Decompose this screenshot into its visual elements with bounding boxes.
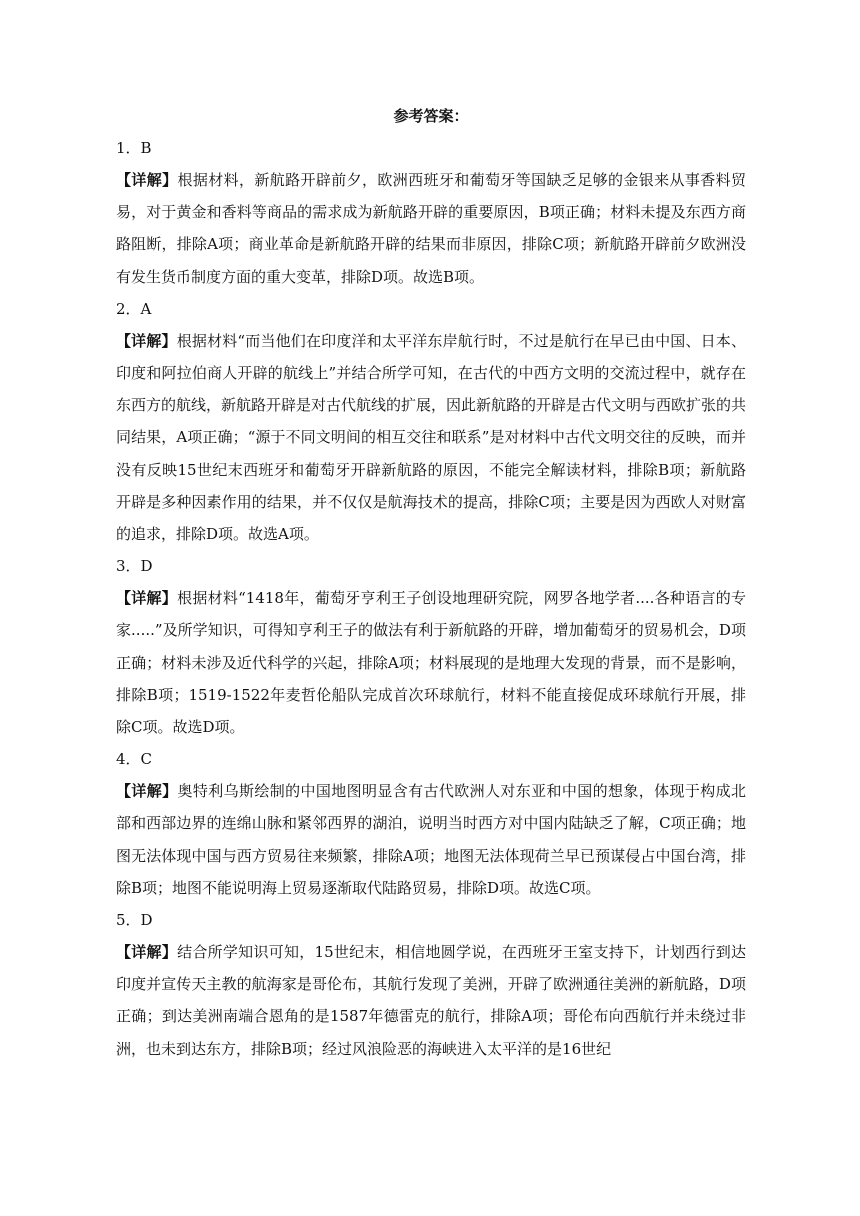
answer-number-4: 4．C xyxy=(116,750,153,769)
detail-tag: 【详解】 xyxy=(116,589,178,608)
page-title: 参考答案： xyxy=(393,107,469,125)
detail-tag: 【详解】 xyxy=(116,331,177,350)
detail-text: 奥特利乌斯绘制的中国地图明显含有古代欧洲人对东亚和中国的想象，体现于构成北部和西部边界的连绵山脉和紧邻西界的湖泊，说明当时西方对中国内陆缺乏了解，C项正确；地图无法体现中国与西方贸易往来频繁，排除A项；地图无法体现荷兰早已预谋侵占中国台湾，排除B项；地图不能说明海上贸易逐渐取代陆路贸易，排除D项。故选C项。 xyxy=(116,782,746,897)
detail-tag: 【详解】 xyxy=(116,171,178,189)
answer-page xyxy=(116,100,746,1065)
detail-text: 根据材料，新航路开辟前夕，欧洲西班牙和葡萄牙等国缺乏足够的金银来从事香料贸易，对于黄金和香料等商品的需求成为新航路开辟的重要原因，B项正确；材料未提及东西方商路阻断，排除A项；商业革命是新航路开辟的结果而非原因，排除C项；新航路开辟前夕欧洲没有发生货币制度方面的重大变革，排除D项。故选B项。 xyxy=(116,171,746,286)
answer-detail-2 xyxy=(116,325,746,550)
answer-number-2: 2．A xyxy=(116,299,152,318)
answer-detail-1 xyxy=(116,164,746,293)
detail-text: 根据材料“1418年，葡萄牙亨利王子创设地理研究院，网罗各地学者....各种语言的专家.....”及所学知识，可得知亨利王子的做法有利于新航路的开辟，增加葡萄牙的贸易机会，D项正确；材料未涉及近代科学的兴起，排除A项；材料展现的是地理大发现的背景，而不是影响，排除B项；1519-1522年麦哲伦船队完成首次环球航行，材料不能直接促成环球航行开展，排除C项。故选D项。 xyxy=(116,589,746,737)
answer-number-1: 1．B xyxy=(116,139,152,157)
detail-tag: 【详解】 xyxy=(116,782,178,801)
answer-number-3: 3．D xyxy=(116,557,153,576)
answer-detail-5 xyxy=(116,936,746,1065)
answer-detail-4 xyxy=(116,775,746,904)
detail-tag: 【详解】 xyxy=(116,943,178,962)
answer-detail-3 xyxy=(116,582,746,743)
answer-number-5: 5．D xyxy=(116,911,153,930)
detail-text: 根据材料“而当他们在印度洋和太平洋东岸航行时，不过是航行在早已由中国、日本、印度和阿拉伯商人开辟的航线上”并结合所学可知，在古代的中西方文明的交流过程中，就存在东西方的航线，新航路开辟是对古代航线的扩展，因此新航路的开辟是古代文明与西欧扩张的共同结果，A项正确；“源于不同文明间的相互交往和联系”是对材料中古代文明交往的反映，而并没有反映15世纪末西班牙和葡萄牙开辟新航路的原因，不能完全解读材料，排除B项；新航路开辟是多种因素作用的结果，并不仅仅是航海技术的提高，排除C项；主要是因为西欧人对财富的追求，排除D项。故选A项。 xyxy=(116,331,747,544)
detail-text: 结合所学知识可知，15世纪末，相信地圆学说，在西班牙王室支持下，计划西行到达印度并宣传天主教的航海家是哥伦布，其航行发现了美洲，开辟了欧洲通往美洲的新航路，D项正确；到达美洲南端合恩角的是1587年德雷克的航行，排除A项；哥伦布向西航行并未绕过非洲，也未到达东方，排除B项；经过风浪险恶的海峡进入太平洋的是16世纪 xyxy=(116,943,746,1058)
